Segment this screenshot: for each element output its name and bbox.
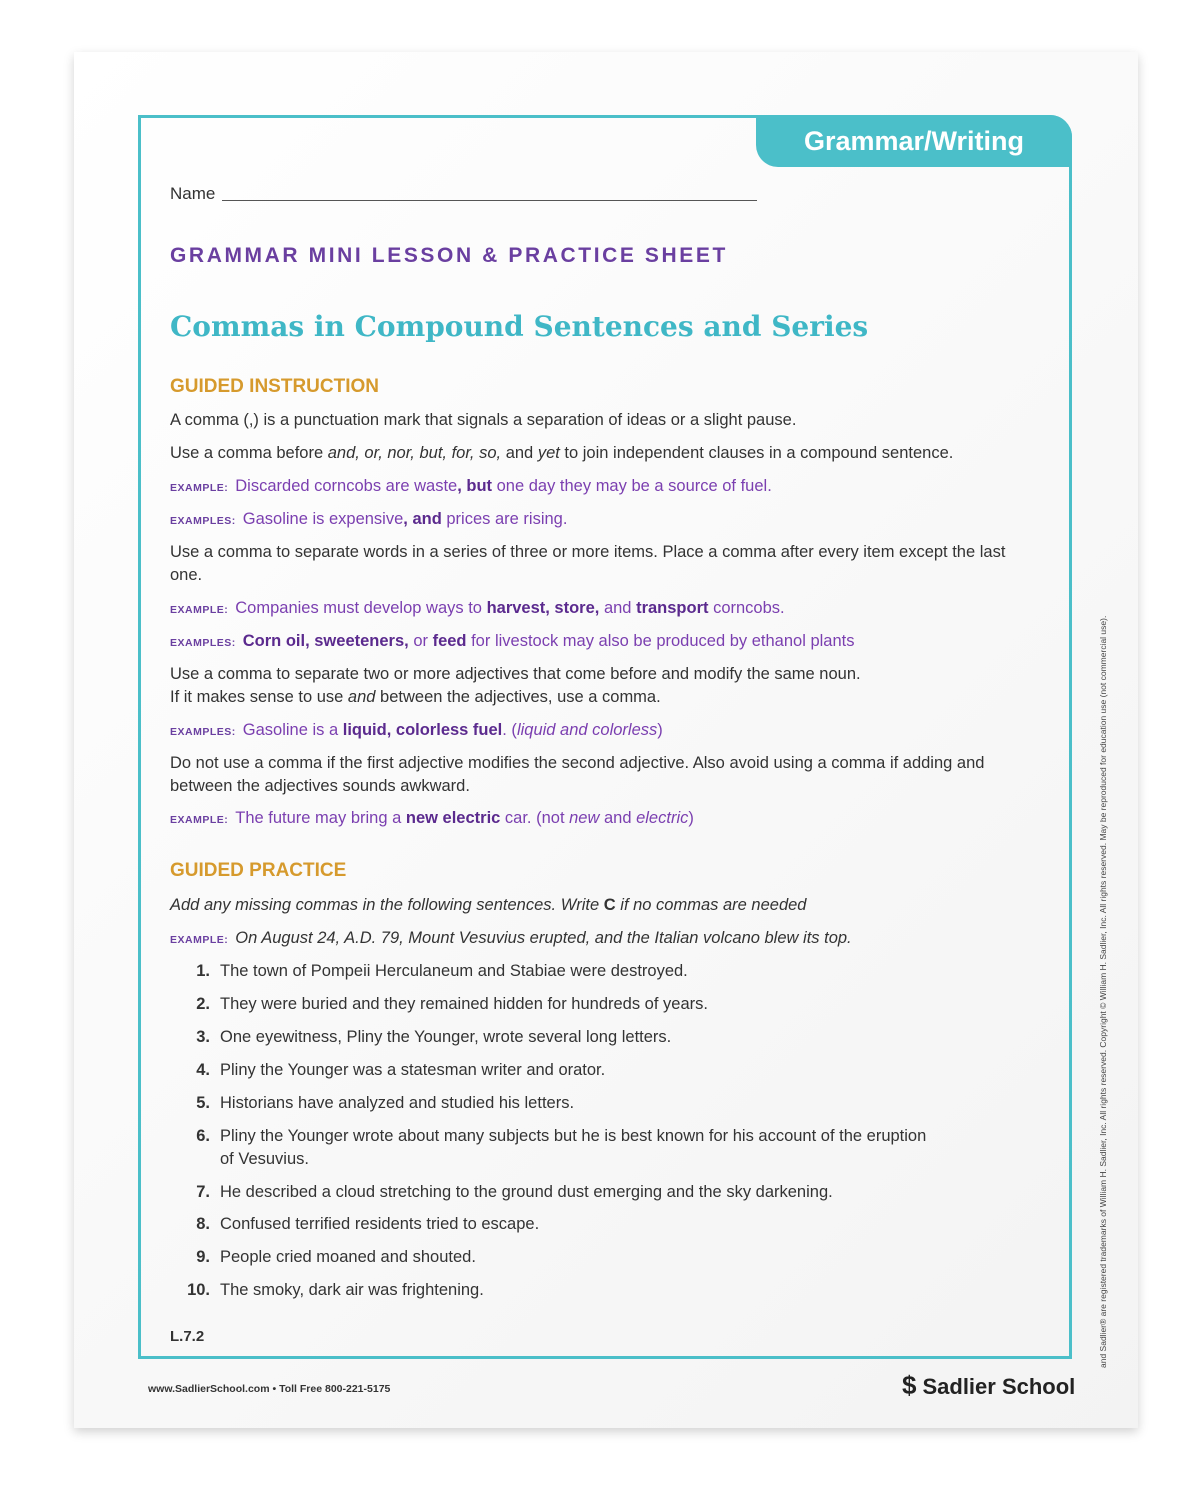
page-title: Commas in Compound Sentences and Series [170, 310, 869, 343]
item-text: He described a cloud stretching to the ground dust emerging and the sky darkening. [220, 1183, 833, 1201]
item-number: 9. [196, 1248, 210, 1266]
standard-code: L.7.2 [170, 1328, 205, 1345]
bold-c: C [603, 896, 616, 914]
item-text: Pliny the Younger wrote about many subjects but he is best known for his account of the eruption of Vesuvius. [220, 1127, 927, 1168]
practice-item [170, 1092, 950, 1115]
text: and [501, 444, 538, 462]
name-label: Name [170, 184, 216, 203]
italic-text: electric [636, 809, 689, 827]
example-label: EXAMPLE: [170, 814, 229, 826]
text: Companies must develop ways to [235, 599, 487, 617]
text: for livestock may also be produced by ethanol plants [466, 632, 855, 650]
instruction-paragraph-4 [170, 663, 1020, 709]
item-number: 2. [196, 995, 210, 1013]
bold-text: new electric [405, 809, 501, 827]
example-6 [170, 807, 1020, 832]
text: Gasoline is expensive [242, 510, 404, 528]
instruction-paragraph-1: A comma (,) is a punctuation mark that signals a separation of ideas or a slight pause. [170, 411, 797, 429]
italic-text: liquid and colorless [516, 721, 658, 739]
item-number: 3. [196, 1028, 210, 1046]
bold-text: feed [432, 632, 467, 650]
item-number: 5. [196, 1094, 210, 1112]
example-2 [170, 508, 1020, 533]
item-text: Pliny the Younger was a statesman writer and orator. [220, 1061, 606, 1079]
text: if no commas are needed [615, 896, 807, 914]
example-label: EXAMPLES: [170, 637, 236, 649]
example-label: EXAMPLE: [170, 934, 229, 946]
text-line [170, 686, 1020, 709]
sadlier-s-icon: $ [902, 1370, 917, 1400]
practice-example [170, 927, 1020, 952]
instruction-paragraph-2 [170, 442, 1020, 465]
practice-instructions [170, 894, 1020, 917]
practice-item [170, 1246, 950, 1269]
practice-item [170, 1026, 950, 1049]
name-line [222, 200, 757, 201]
item-number: 10. [187, 1281, 210, 1299]
instruction-paragraph-3: Use a comma to separate words in a series of three or more items. Place a comma after every item except the last one. [170, 543, 1006, 584]
italic-text: and [347, 688, 376, 706]
text: . ( [502, 721, 517, 739]
bold-text: liquid, colorless fuel [342, 721, 503, 739]
item-number: 6. [196, 1127, 210, 1145]
practice-item [170, 960, 950, 983]
toll-free: Toll Free 800-221-5175 [279, 1383, 391, 1395]
example-text: On August 24, A.D. 79, Mount Vesuvius erupted, and the Italian volcano blew its top. [235, 929, 852, 947]
text: to join independent clauses in a compound sentence. [559, 444, 954, 462]
item-text: The smoky, dark air was frightening. [220, 1281, 484, 1299]
logo-text: Sadlier School [922, 1374, 1076, 1399]
copyright-side-note: and Sadlier® are registered trademarks of William H. Sadlier, Inc. All rights reserved. Copyright © William H. Sadlier, Inc. All rights reserved. May be reproduced for education use (not commercial use). [1098, 615, 1108, 1368]
bold-text: , and [403, 510, 442, 528]
item-text: One eyewitness, Pliny the Younger, wrote several long letters. [220, 1028, 672, 1046]
text: prices are rising. [441, 510, 568, 528]
item-number: 7. [196, 1183, 210, 1201]
practice-item [170, 993, 950, 1016]
example-label: EXAMPLE: [170, 604, 229, 616]
text: car. (not [500, 809, 570, 827]
item-text: The town of Pompeii Herculaneum and Stabiae were destroyed. [220, 962, 688, 980]
item-text: Confused terrified residents tried to escape. [220, 1215, 540, 1233]
text: The future may bring a [235, 809, 406, 827]
practice-item [170, 1059, 950, 1082]
text: and [599, 599, 637, 617]
conjunctions: and, or, nor, but, for, so, [327, 444, 502, 462]
item-text: They were buried and they remained hidden for hundreds of years. [220, 995, 708, 1013]
text: and [599, 809, 637, 827]
example-label: EXAMPLES: [170, 515, 236, 527]
footer-contact [148, 1383, 390, 1395]
text: or [408, 632, 433, 650]
text: Add any missing commas in the following sentences. Write [170, 896, 604, 914]
bold-text: , but [457, 477, 493, 495]
text: ) [688, 809, 694, 827]
conjunction-yet: yet [537, 444, 560, 462]
bold-text: transport [636, 599, 709, 617]
instruction-paragraph-5: Do not use a comma if the first adjective modifies the second adjective. Also avoid using a comma if adding and between the adjectives sounds awkward. [170, 754, 985, 795]
text: If it makes sense to use [170, 688, 348, 706]
item-number: 8. [196, 1215, 210, 1233]
text-line: Use a comma to separate two or more adjectives that come before and modify the same noun. [170, 665, 861, 683]
example-label: EXAMPLES: [170, 726, 236, 738]
example-3 [170, 597, 1020, 622]
italic-text: new [569, 809, 600, 827]
item-number: 1. [196, 962, 210, 980]
text: ) [657, 721, 663, 739]
example-1 [170, 475, 1020, 500]
sadlier-logo [902, 1370, 1075, 1401]
sheet-kicker: GRAMMAR MINI LESSON & PRACTICE SHEET [170, 244, 728, 267]
subject-tab: Grammar/Writing [756, 115, 1072, 167]
website-link[interactable]: www.SadlierSchool.com [148, 1383, 270, 1395]
text: one day they may be a source of fuel. [492, 477, 772, 495]
example-label: EXAMPLE: [170, 482, 229, 494]
practice-item [170, 1125, 950, 1171]
guided-practice-heading: GUIDED PRACTICE [170, 860, 347, 881]
practice-item [170, 1181, 950, 1204]
text: between the adjectives, use a comma. [375, 688, 661, 706]
text: corncobs. [708, 599, 785, 617]
text: Use a comma before [170, 444, 328, 462]
item-number: 4. [196, 1061, 210, 1079]
item-text: People cried moaned and shouted. [220, 1248, 476, 1266]
bold-text: Corn oil, sweeteners, [242, 632, 409, 650]
practice-item [170, 1279, 950, 1302]
example-4 [170, 630, 1020, 655]
guided-instruction-heading: GUIDED INSTRUCTION [170, 376, 379, 397]
bold-text: harvest, store, [486, 599, 600, 617]
bullet: • [272, 1383, 277, 1395]
item-text: Historians have analyzed and studied his letters. [220, 1094, 575, 1112]
text: Discarded corncobs are waste [235, 477, 458, 495]
practice-item [170, 1213, 950, 1236]
text: Gasoline is a [242, 721, 343, 739]
example-5 [170, 719, 1020, 744]
